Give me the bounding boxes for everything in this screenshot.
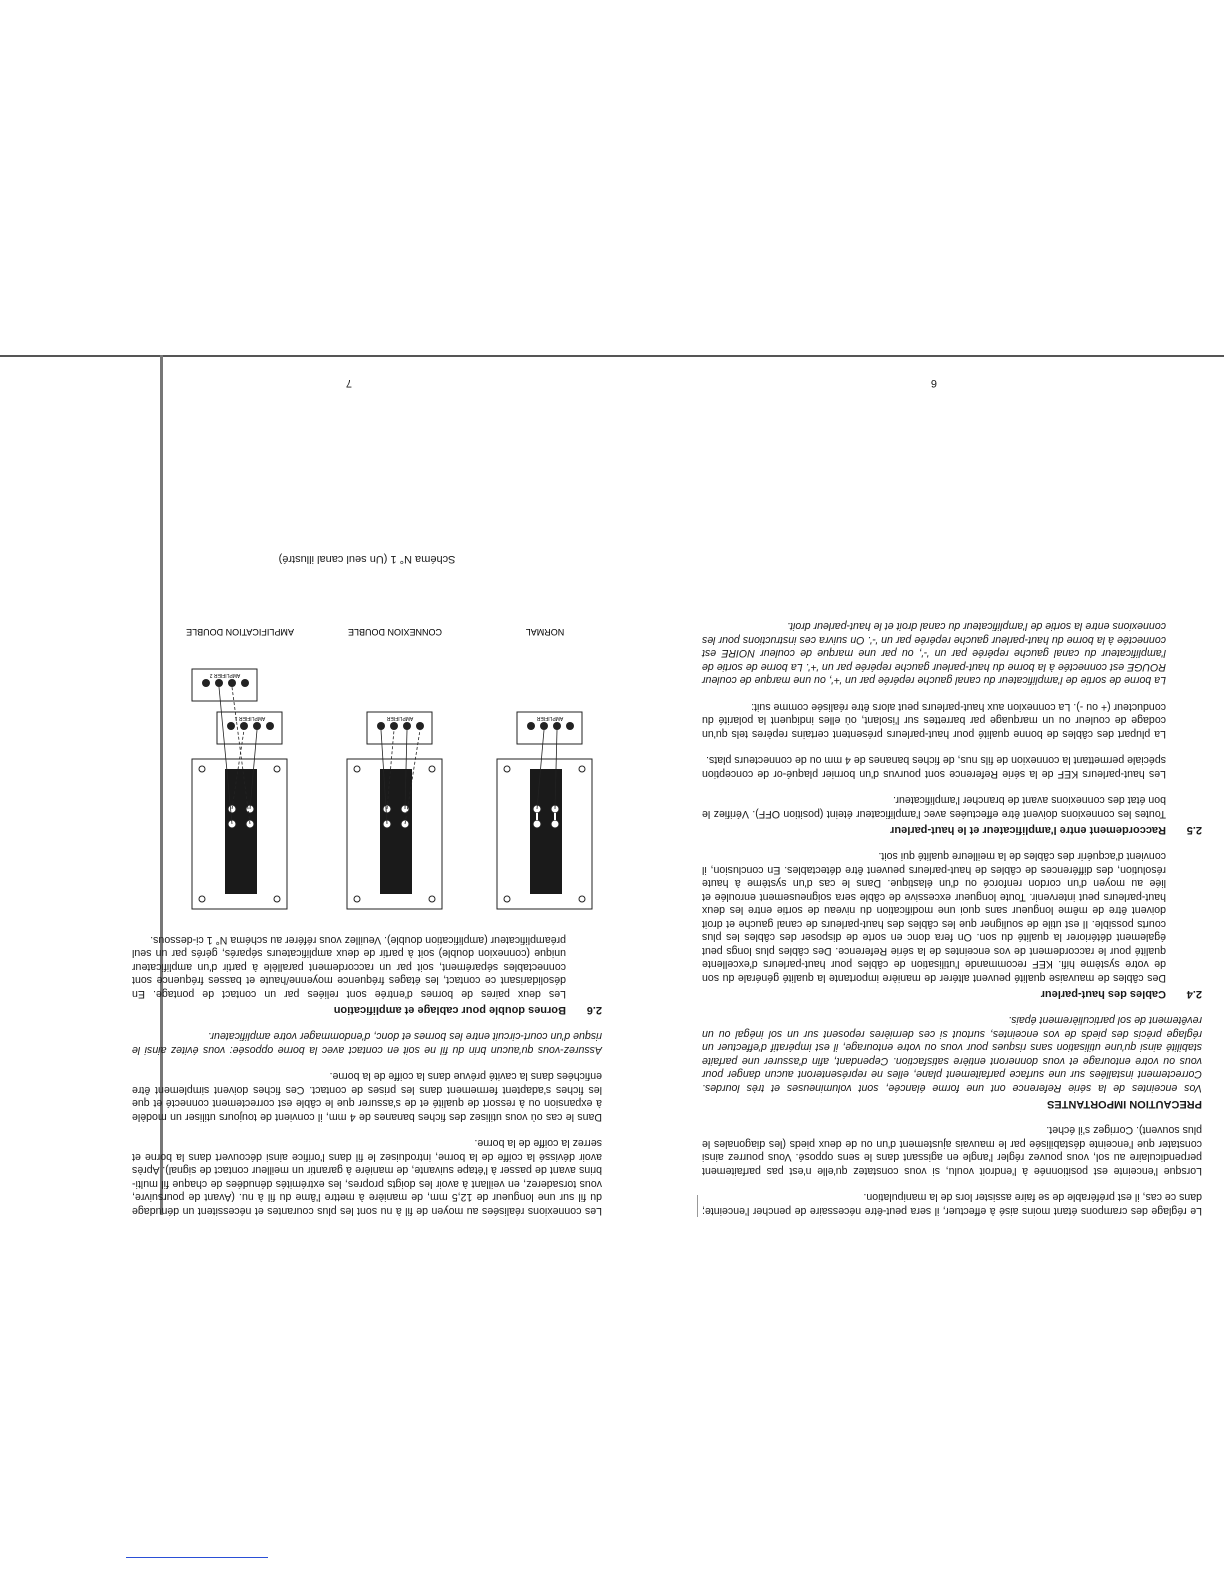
amp-label-normal: AMPLIFIER	[536, 715, 564, 722]
section-2-6-heading	[132, 1004, 602, 1016]
section-2-5-title: Raccordement entre l'amplificateur et le haut-parleur	[890, 824, 1166, 836]
page7-para2: Dans le cas où vous utilisez des fiches bananes de 4 mm, il convient de toujours utiliser un modèle à expansion ou à ressort de qualité et de s'assurer que le câble est correctement connecté et que les fiches s'adaptent fermement dans les prises de contact. Ces fiches doivent simplement être enfichées dans la cavité prévue dans la coiffe de la borne.	[132, 1070, 602, 1123]
section-2-5-heading	[702, 824, 1202, 836]
section-2-5-para2: Les haut-parleurs KEF de la série Reference sont pourvus d'un bornier plaqué-or de conception spéciale permettant la connexion de fils nus, de fiches bananes de 4 mm ou de connecteurs plats.	[702, 754, 1166, 780]
page-6	[702, 357, 1202, 1217]
label-connexion-double: CONNEXION DOUBLE	[347, 627, 443, 638]
page-7	[132, 357, 602, 1217]
section-2-4-number: 2.4	[1186, 988, 1202, 1000]
precaution-text: Vos enceintes de la série Reference ont une forme élancée, sont volumineuses et très lourdes. Correctement installées sur une surface parfaitement plane, elles ne représenteront aucun danger pour vous ou votre entourage et vous donneront entière satisfaction. Cependant, afin d'assurer une parfaite stabilité ainsi qu'une utilisation sans risques pour vous ou votre entourage, il est impératif d'effectuer un réglage précis des pieds de vos enceintes, surtout si ces dernières reposent sur un sol inégal ou un revêtement de sol particulièrement épais.	[702, 1014, 1202, 1094]
label-amplification-double: AMPLIFICATION DOUBLE	[186, 627, 294, 638]
section-2-5-para3: La plupart des câbles de bonne qualité pour haut-parleurs présentent certains repères tels qu'un codage de couleur ou un marquage par barrettes sur l'isolant, où elles indiquent la polarité du conducteur (+ ou -). La connexion aux haut-parleurs peut alors être réalisée comme suit:	[702, 701, 1166, 740]
panel-connexion-double	[347, 760, 442, 910]
page7-para1: Les connexions réalisées au moyen de fil à nu sont les plus courantes et nécessitent un dénudage du fil sur une longueur de 12,5 mm, de manière à mettre l'âme du fil à nu. (Avant de poursuivre, vous torsaderez, en veillant à avoir les doigts propres, les extrémités dénudées de chaque fil multi-brins avant de passer à l'étape suivante, de manière à garantir un meilleur contact de signal). Après avoir dévissé la coiffe de la borne, introduisez le fil dans l'orifice ainsi découvert dans la borne et serrez la coiffe de la borne.	[132, 1137, 602, 1217]
wiring-diagram	[162, 590, 602, 920]
amp-label-1: AMPLIFIER 1	[234, 715, 266, 722]
section-2-4-heading	[702, 988, 1202, 1000]
precaution-heading	[702, 1098, 1202, 1110]
section-2-4-title: Cables des haut-parleur	[1040, 988, 1166, 1000]
upside-down-spread	[0, 357, 1224, 1217]
amp-label-2: AMPLIFIER 2	[209, 672, 241, 679]
section-2-5-para1: Toutes les connexions doivent être effectuées avec l'amplificateur éteint (position OFF). Vérifiez le bon état des connexions avant de brancher l'amplificateur.	[702, 794, 1166, 820]
scan-artifact-line	[126, 1557, 268, 1558]
precaution-title: PRECAUTION IMPORTANTES	[1046, 1098, 1202, 1110]
panel-normal	[497, 760, 592, 910]
panel-amplification-double	[192, 760, 287, 910]
page-number-6: 6	[930, 377, 937, 389]
label-normal: NORMAL	[525, 627, 565, 638]
section-2-4-text: Des câbles de mauvaise qualité peuvent altérer de manière importante la qualité générale du son de votre système hifi. KEF recommande l'utilisation de câbles pour haut-parleurs d'excellente qualité pour le raccordement de vos enceintes de la série Reference. Des câbles plus longs peut également détériorer la qualité du son. On fera donc en sorte de disposer des câbles les plus courts possible. Il est utile de souligner que les câbles des haut-parleurs de canal gauche et droit doivent être de même longueur sans quoi une modification du niveau de sortie entre les deux haut-parleurs peut intervenir. Toute longueur excessive de câble sera soigneusement enroulée et liée au moyen d'un cordon renforcé ou d'un élastique. Dans le cas d'un système à haute résolution, des différences de câbles de haut-parleurs peuvent être détectables. En conclusion, il convient d'acquérir des câbles de la meilleure qualité qui soit.	[702, 850, 1166, 984]
page7-warning: Assurez-vous qu'aucun brin du fil ne soit en contact avec la borne opposée: vous évitez ainsi le risque d'un court-circuit entre les bornes et donc, d'endommager votre amplificateur.	[132, 1030, 602, 1056]
section-2-6-text: Les deux paires de bornes d'entrée sont reliées par un contact de pontage. En désolidarisant ce contact, les étages fréquence moyenne/haute et basses fréquence sont connectables séparément, soit par un raccordement parallèle à partir d'un amplificateur unique (connexion double) soit à partir de deux amplificateurs séparés, gérés par un seul préamplificateur (amplification double). Veuillez vous référer au schéma N° 1 ci-dessous.	[132, 934, 566, 1000]
section-2-6-title: Bornes double pour cablage et amplification	[333, 1004, 566, 1016]
section-2-5-para4: La borne de sortie de l'amplificateur du canal gauche repérée par un '+', ou une marque de couleur ROUGE est connectée à la borne du haut-parleur gauche repérée par un '+'. La borne de sortie de l'amplificateur du canal gauche repérée par un '-', ou par une marque de couleur NOIRE est connectée à la borne du haut-parleur gauche repérée par un '-'. On suivra ces instructions pour les connexions entre la sortie de l'amplificateur du canal droit et le haut-parleur droit.	[702, 620, 1166, 687]
page6-para2: Lorsque l'enceinte est positionnée à l'endroit voulu, si vous constatez qu'elle n'est pas parfaitement perpendiculaire au sol, vous pouvez régler l'angle en agissant dans le sens opposé. Vous pourrez ainsi constater que l'enceinte déstabilisée par le mauvais ajustement d'un ou de deux pieds (les diagonales le plus souvent). Corrigez s'il échet.	[702, 1124, 1202, 1177]
page-number-7: 7	[345, 377, 352, 389]
section-2-6-number: 2.6	[586, 1004, 602, 1016]
amp-label-connexion: AMPLIFIER	[386, 715, 414, 722]
diagram-caption: Schéma N° 1 (Un seul canal illustré)	[278, 553, 456, 566]
page6-intro: Le réglage des crampons étant moins aisé à effectuer, il sera peut-être nécessaire de pencher l'enceinte; dans ce cas, il est préférable de se faire assister lors de la manipulation.	[702, 1191, 1202, 1217]
section-2-5-number: 2.5	[1186, 824, 1202, 836]
